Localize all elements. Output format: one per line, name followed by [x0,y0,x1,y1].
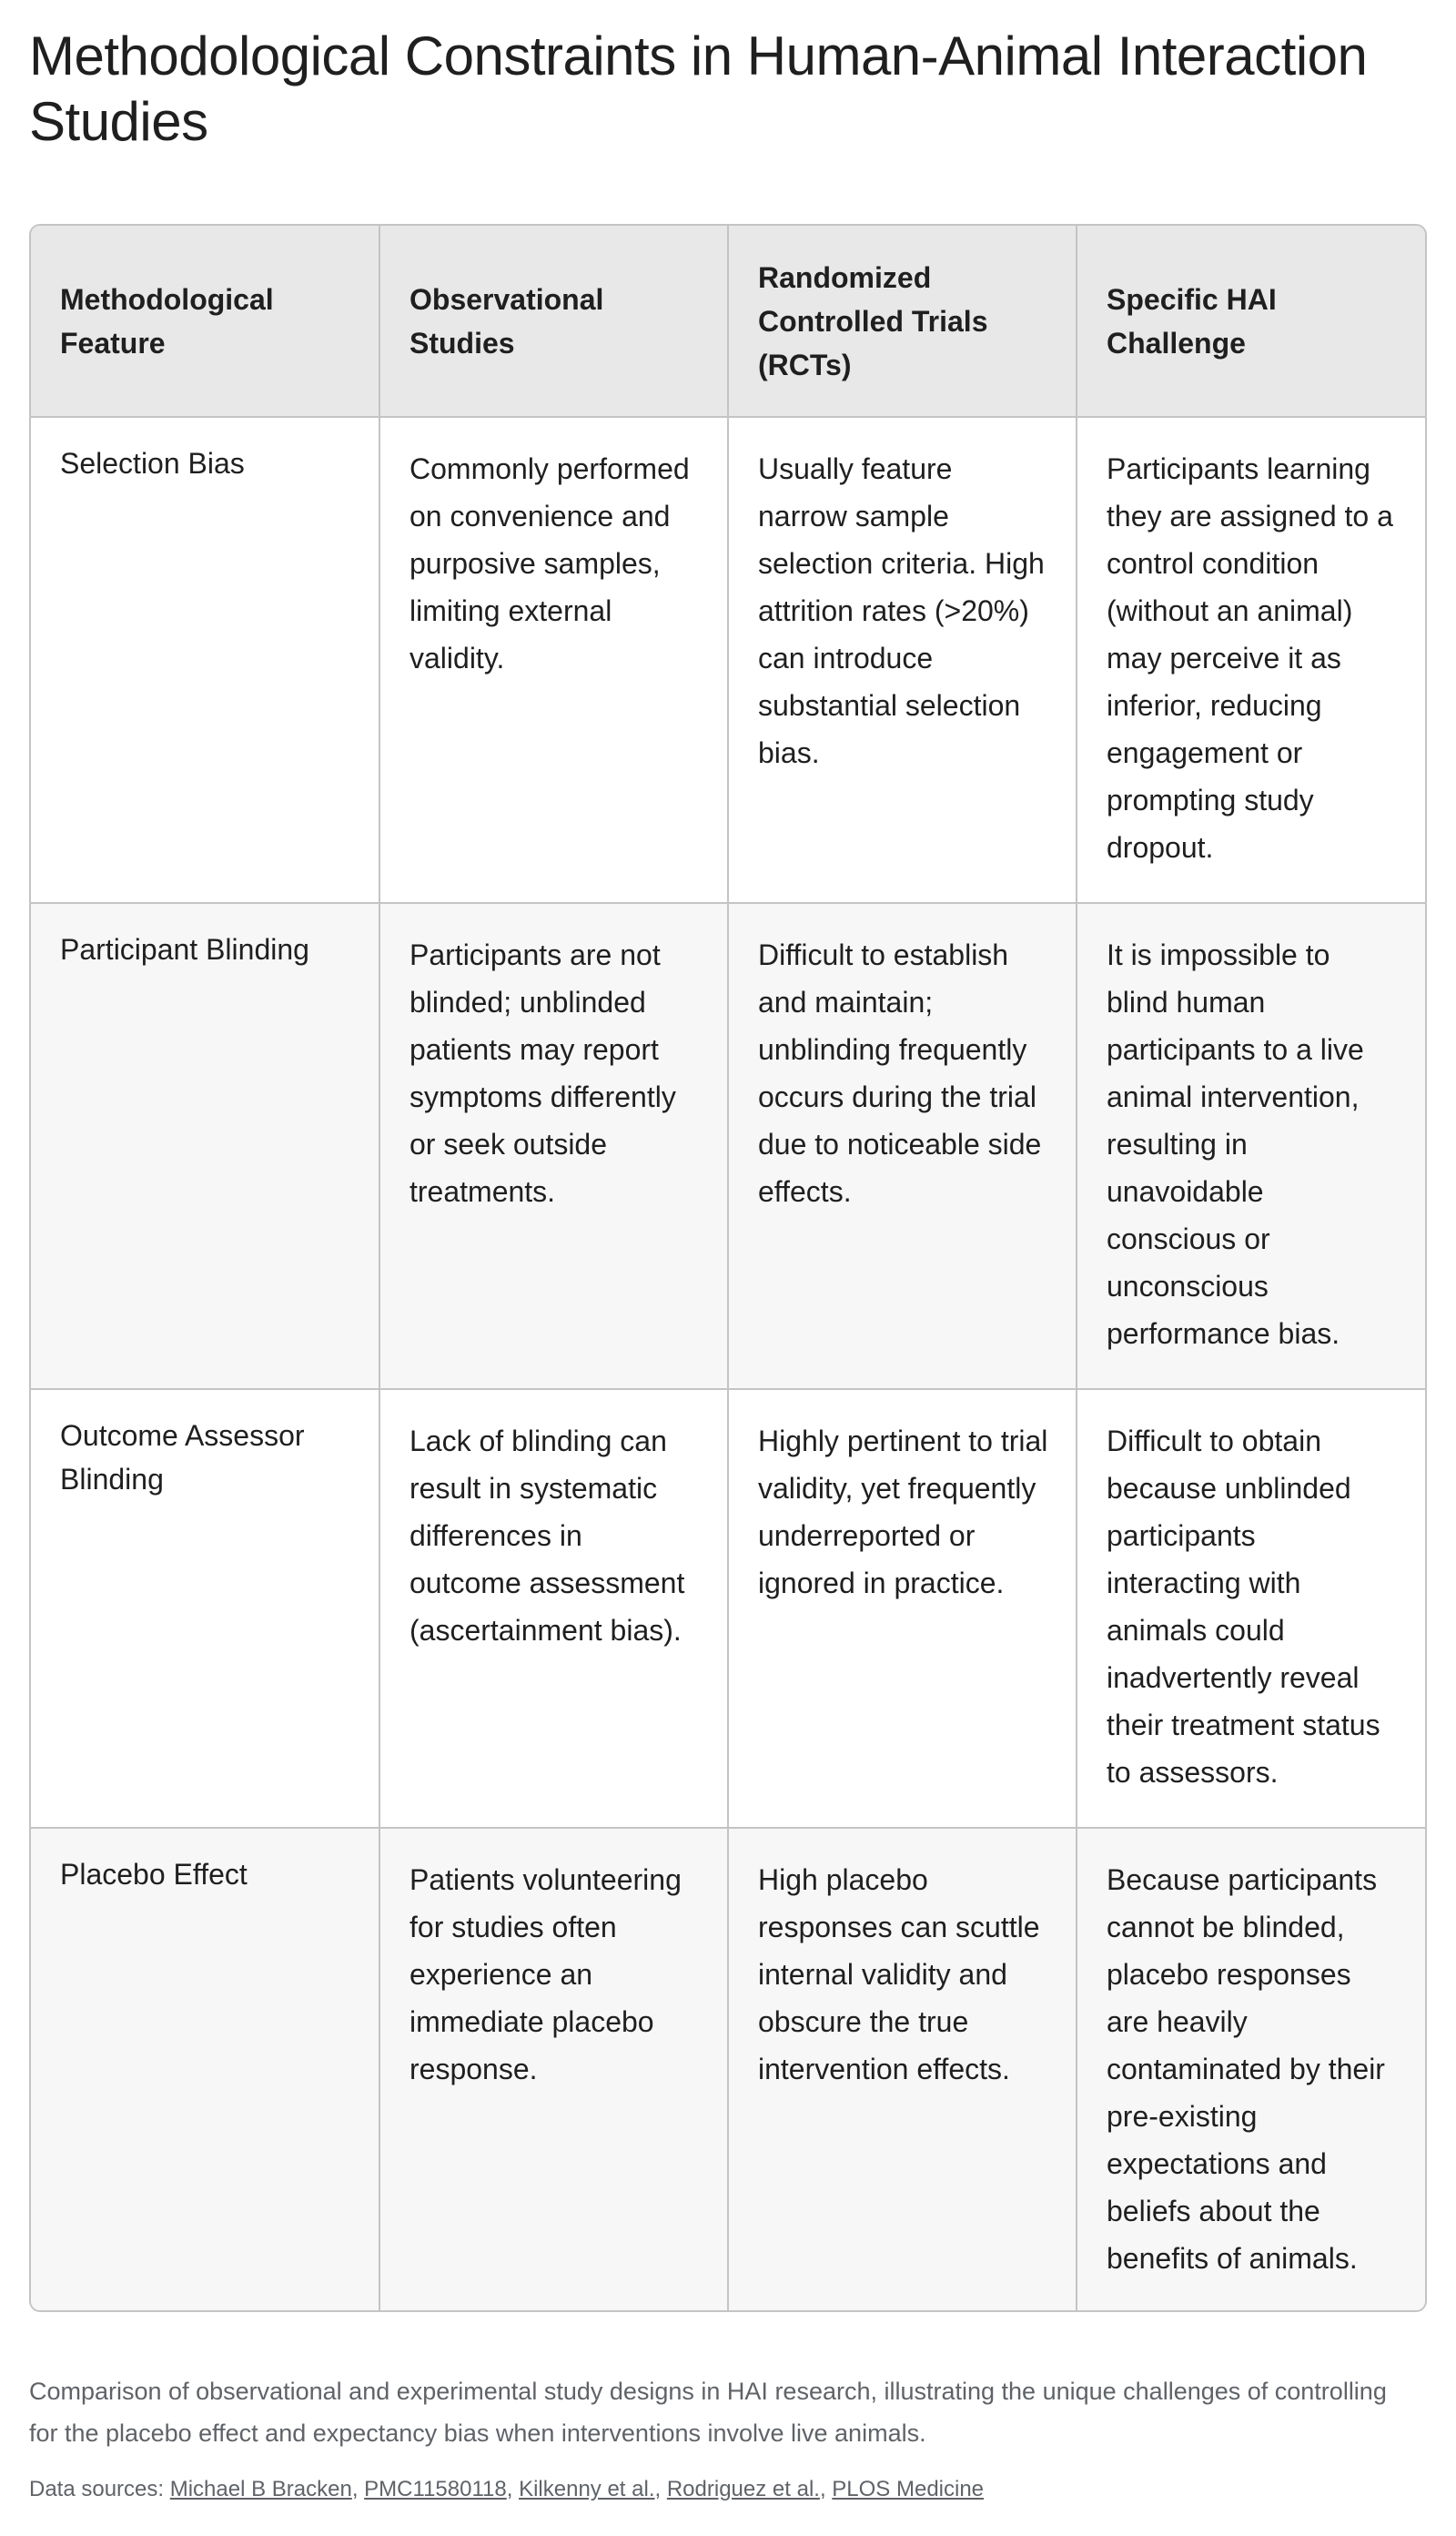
observational-cell: Commonly performed on convenience and purposive samples, limiting external validity. [379,417,728,903]
observational-cell: Participants are not blinded; unblinded patients may report symptoms differently or seek outside treatments. [379,903,728,1389]
data-sources [29,2474,984,2505]
observational-cell: Patients volunteering for studies often experience an immediate placebo response. [379,1828,728,2312]
row-feature-cell: Placebo Effect [31,1828,379,2312]
source-link-rodriguez[interactable]: Rodriguez et al. [666,2477,820,2501]
table-header-row [31,226,1425,417]
hai-challenge-cell: It is impossible to blind human participants to a live animal intervention, resulting in unavoidable conscious or unconscious performance bias. [1077,903,1425,1389]
observational-cell: Lack of blinding can result in systematic differences in outcome assessment (ascertainment bias). [379,1389,728,1828]
table-row [31,1389,1425,1828]
hai-challenge-cell: Difficult to obtain because unblinded participants interacting with animals could inadvertently reveal their treatment status to assessors. [1077,1389,1425,1828]
source-separator: , [654,2477,667,2501]
column-header-rct: Randomized Controlled Trials (RCTs) [728,226,1077,417]
comparison-table-container [29,224,1427,2312]
rct-cell: Usually feature narrow sample selection criteria. High attrition rates (>20%) can introduce substantial selection bias. [728,417,1077,903]
table-caption: Comparison of observational and experimental study designs in HAI research, illustrating the unique challenges of controlling for the placebo effect and expectancy bias when interventions involve live animals. [29,2378,1387,2447]
source-link-kilkenny[interactable]: Kilkenny et al. [519,2477,655,2501]
rct-cell: Highly pertinent to trial validity, yet frequently underreported or ignored in practice. [728,1389,1077,1828]
hai-challenge-cell: Because participants cannot be blinded, placebo responses are heavily contaminated by their pre-existing expectations and beliefs about the benefits of animals. [1077,1828,1425,2312]
column-header-observational: Observational Studies [379,226,728,417]
column-header-hai-challenge: Specific HAI Challenge [1077,226,1425,417]
source-separator: , [819,2477,833,2501]
data-sources-label: Data sources: [29,2477,170,2501]
row-feature-cell: Outcome Assessor Blinding [31,1389,379,1828]
column-header-feature: Methodological Feature [31,226,379,417]
table-row [31,417,1425,903]
source-separator: , [506,2477,520,2501]
rct-cell: High placebo responses can scuttle internal validity and obscure the true intervention effects. [728,1828,1077,2312]
source-link-bracken[interactable]: Michael B Bracken [169,2477,352,2501]
source-link-plos-medicine[interactable]: PLOS Medicine [832,2477,985,2501]
hai-challenge-cell: Participants learning they are assigned to a control condition (without an animal) may perceive it as inferior, reducing engagement or prompting study dropout. [1077,417,1425,903]
rct-cell: Difficult to establish and maintain; unblinding frequently occurs during the trial due to noticeable side effects. [728,903,1077,1389]
table-row [31,1828,1425,2312]
row-feature-cell: Selection Bias [31,417,379,903]
source-link-pmc11580118[interactable]: PMC11580118 [364,2477,507,2501]
comparison-table [31,226,1425,2312]
source-separator: , [351,2477,365,2501]
table-row [31,903,1425,1389]
row-feature-cell: Participant Blinding [31,903,379,1389]
page-title: Methodological Constraints in Human-Animal Interaction Studies [29,25,1368,152]
